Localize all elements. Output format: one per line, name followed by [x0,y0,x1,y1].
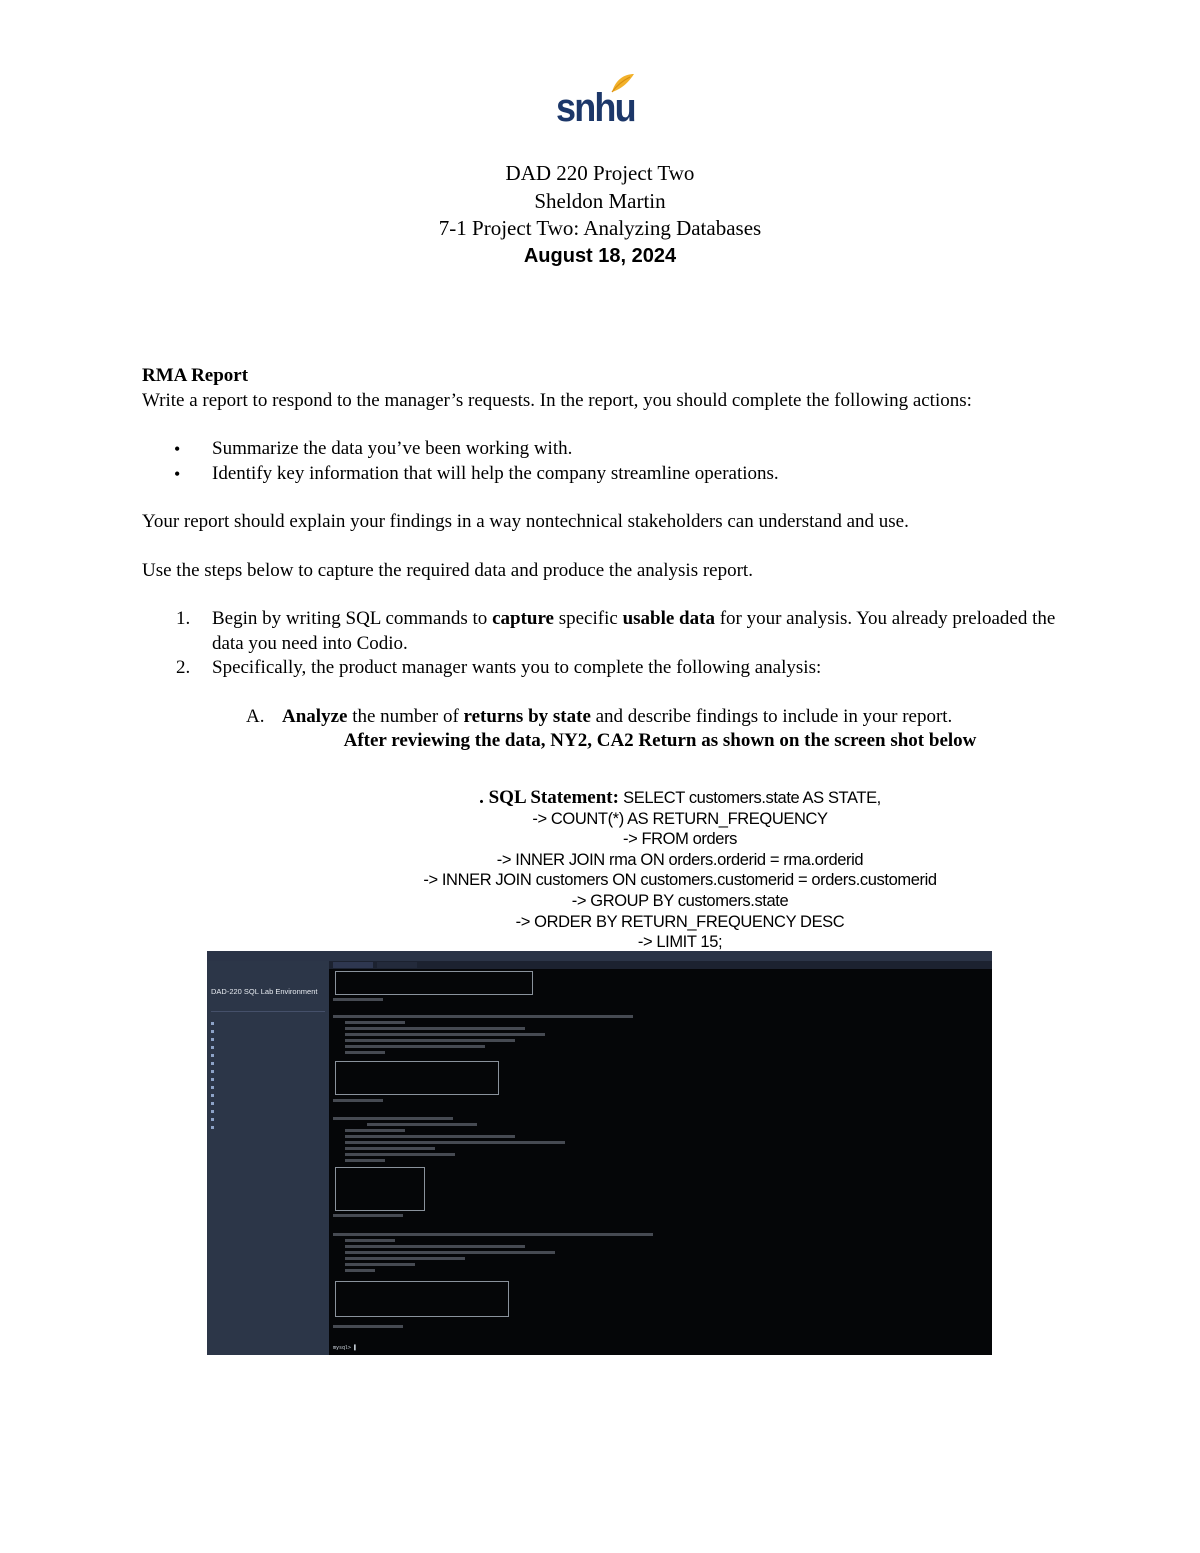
ide-topbar [207,951,992,961]
terminal-screenshot [207,951,992,1355]
output-line [333,1099,383,1102]
bold-text: capture [492,608,554,629]
list-number: 2. [176,657,191,678]
file-tree-item [217,1037,272,1041]
text-run: for your analysis. You already preloaded the data you need into Codio. [212,608,1056,654]
list-letter: A. [246,705,265,727]
course-title: DAD 220 Project Two [505,161,695,185]
output-line [333,1325,403,1328]
sql-line: -> FROM orders [622,830,738,849]
result-table [335,1061,499,1095]
file-tree-item [217,1029,257,1033]
output-line [345,1251,555,1254]
output-line [345,1159,385,1162]
sql-line: -> INNER JOIN customers ON customers.customerid = orders.customerid [423,871,937,890]
text-run: and describe findings to include in your report. [590,705,953,727]
file-tree-item [217,1053,277,1057]
list-item: • Summarize the data you’ve been working with. [142,437,1062,462]
bold-text: returns by state [463,705,591,727]
logo-text: snhu [556,86,635,130]
assignment-title: 7-1 Project Two: Analyzing Databases [438,216,762,240]
output-line [367,1123,477,1126]
snhu-logo [556,72,640,134]
output-line [333,1015,633,1018]
file-tree-item [217,1085,261,1089]
output-line [345,1239,395,1242]
tab [377,962,417,968]
output-line [345,1135,515,1138]
author-name: Sheldon Martin [534,188,666,213]
ide-sidebar [207,961,329,1355]
output-line [333,1233,653,1236]
result-table [335,1167,425,1211]
finding-text: After reviewing the data, NY2, CA2 Return as shown on the screen shot below [343,730,977,751]
ide-tabs [329,961,992,969]
list-item: • Identify key information that will help the company streamline operations. [142,462,1062,487]
list-item [142,607,1062,656]
sql-statement [300,788,1060,953]
output-line [345,1141,565,1144]
file-tree-item [217,1021,267,1025]
list-item [142,656,1062,681]
sql-line: -> ORDER BY RETURN_FREQUENCY DESC [515,912,845,931]
output-line [345,1147,435,1150]
section-heading: RMA Report [142,365,249,386]
output-line [345,1045,485,1048]
report-content [142,364,1062,754]
bold-text: usable data [622,608,715,629]
output-line [345,1027,525,1030]
tab [333,962,373,968]
paragraph: Your report should explain your findings in a way nontechnical stakeholders can understand and use. [142,511,909,532]
output-line [333,1214,403,1217]
text-run: Specifically, the product manager wants you to complete the following analysis: [212,657,822,678]
output-line [345,1257,465,1260]
bullet-list [142,437,1062,486]
output-line [345,1129,405,1132]
file-tree-item [217,1117,251,1121]
sql-line [300,788,1060,809]
result-table [335,1281,509,1317]
title-block [0,160,1200,270]
file-tree-item [217,1069,269,1073]
output-line [345,1033,545,1036]
bold-text: Analyze [282,705,348,727]
numbered-list [142,607,1062,681]
output-line [333,998,383,1001]
sql-line: -> COUNT(*) AS RETURN_FREQUENCY [532,809,828,828]
output-line [345,1263,415,1266]
file-tree-item [217,1077,255,1081]
text-run: the number of [347,705,464,727]
file-tree-item [217,1061,265,1065]
file-tree-item [217,1093,253,1097]
date: August 18, 2024 [523,244,677,267]
sql-line: -> INNER JOIN rma ON orders.orderid = rma.orderid [496,850,864,869]
file-tree-item [217,1101,259,1105]
result-table [335,971,533,995]
text-run: specific [553,608,623,629]
sub-item-a [142,705,1062,730]
file-tree-item [217,1125,263,1129]
output-line [345,1051,385,1054]
paragraph: Use the steps below to capture the required data and produce the analysis report. [142,559,753,581]
output-line [345,1039,515,1042]
output-line [345,1245,525,1248]
sql-lead: . SQL Statement: [479,787,619,808]
file-tree-item [217,1045,262,1049]
sql-text: SELECT customers.state AS STATE, [618,789,881,807]
intro-paragraph: Write a report to respond to the manager’s requests. In the report, you should complete the following actions: [142,389,972,411]
sql-line: -> GROUP BY customers.state [571,891,789,910]
output-line [345,1153,455,1156]
sql-line: -> LIMIT 15; [637,933,723,952]
file-tree-item [217,1109,247,1113]
list-number: 1. [176,608,191,629]
terminal-output [333,971,988,1355]
output-line [333,1117,453,1120]
output-line [345,1021,405,1024]
environment-title: DAD-220 SQL Lab Environment [211,987,318,996]
text-run: Begin by writing SQL commands to [212,608,493,629]
output-line [345,1269,375,1272]
terminal-prompt[interactable]: mysql> ▌ [333,1345,358,1351]
sidebar-toolbar [211,1005,325,1012]
